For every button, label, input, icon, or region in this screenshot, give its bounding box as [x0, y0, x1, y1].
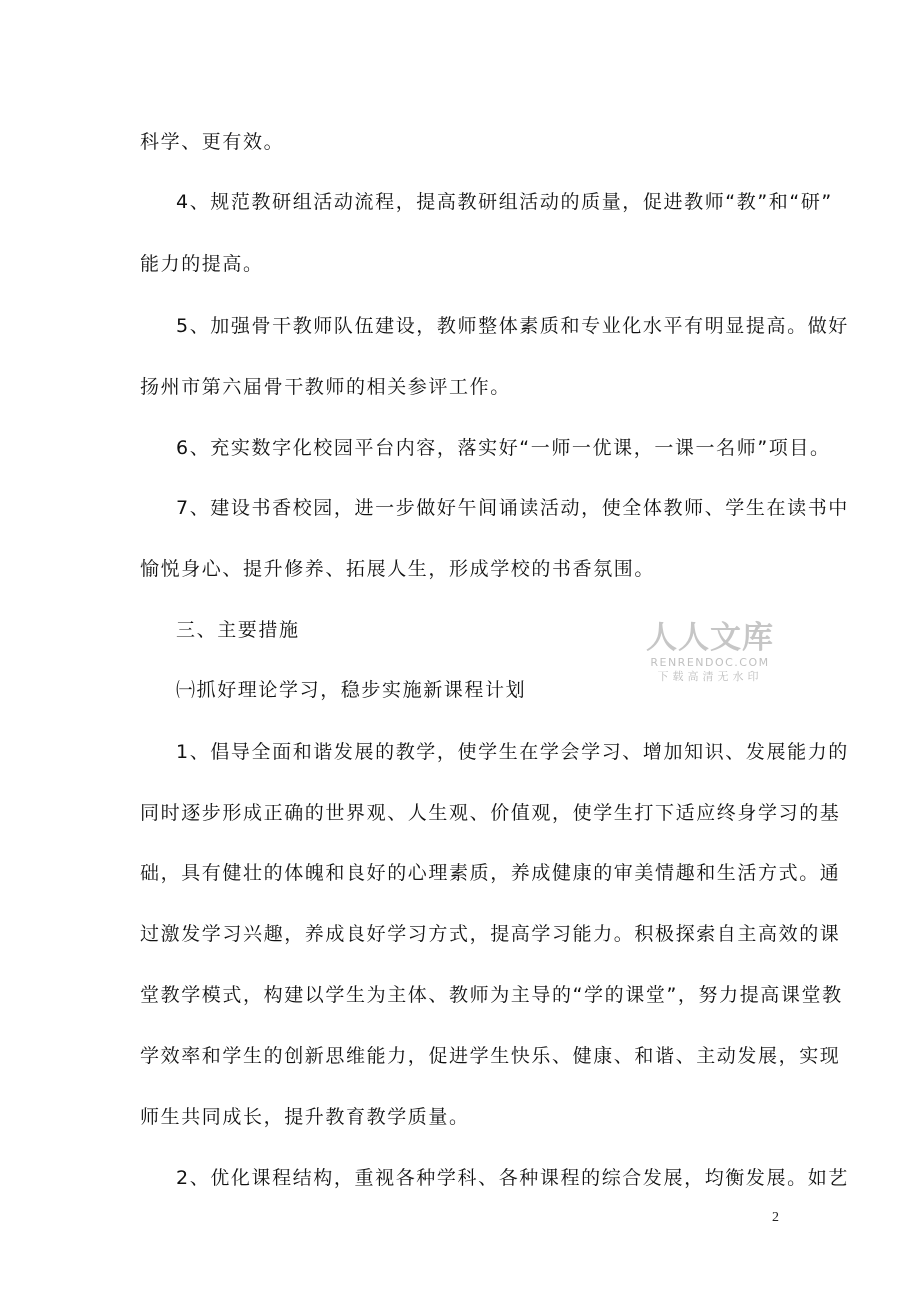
watermark-title: 人人文库 — [646, 620, 774, 656]
subsection-heading: ㈠抓好理论学习，稳步实施新课程计划 — [176, 679, 527, 701]
text-line-1: 科学、更有效。 — [140, 131, 285, 153]
text-line-7: 7、建设书香校园，进一步做好午间诵读活动，使全体教师、学生在读书中 — [176, 497, 849, 519]
text-line-17: 师生共同成长，提升教育教学质量。 — [140, 1106, 470, 1128]
text-line-12: 同时逐步形成正确的世界观、人生观、价值观，使学生打下适应终身学习的基 — [140, 802, 841, 824]
text-line-18: 2、优化课程结构，重视各种学科、各种课程的综合发展，均衡发展。如艺 — [176, 1167, 849, 1189]
text-line-3: 能力的提高。 — [140, 253, 264, 275]
page-number: 2 — [772, 1210, 779, 1225]
text-line-16: 学效率和学生的创新思维能力，促进学生快乐、健康、和谐、主动发展，实现 — [140, 1045, 841, 1067]
text-line-14: 过激发学习兴趣，养成良好学习方式，提高学习能力。积极探索自主高效的课 — [140, 923, 841, 945]
section-heading: 三、主要措施 — [176, 619, 300, 641]
text-line-8: 愉悦身心、提升修养、拓展人生，形成学校的书香氛围。 — [140, 558, 656, 580]
watermark — [640, 620, 780, 684]
text-line-11: 1、倡导全面和谐发展的教学，使学生在学会学习、增加知识、发展能力的 — [176, 741, 849, 763]
watermark-url: RENRENDOC.COM — [650, 656, 770, 669]
text-line-13: 础，具有健壮的体魄和良好的心理素质，养成健康的审美情趣和生活方式。通 — [140, 862, 841, 884]
text-line-5: 扬州市第六届骨干教师的相关参评工作。 — [140, 376, 511, 398]
text-line-2: 4、规范教研组活动流程，提高教研组活动的质量，促进教师“教”和“研” — [176, 191, 833, 213]
watermark-subtitle: 下载高清无水印 — [657, 670, 763, 683]
text-line-6: 6、充实数字化校园平台内容，落实好“一师一优课，一课一名师”项目。 — [176, 437, 831, 459]
text-line-4: 5、加强骨干教师队伍建设，教师整体素质和专业化水平有明显提高。做好 — [176, 315, 849, 337]
text-line-15: 堂教学模式，构建以学生为主体、教师为主导的“学的课堂”，努力提高课堂教 — [140, 984, 843, 1006]
